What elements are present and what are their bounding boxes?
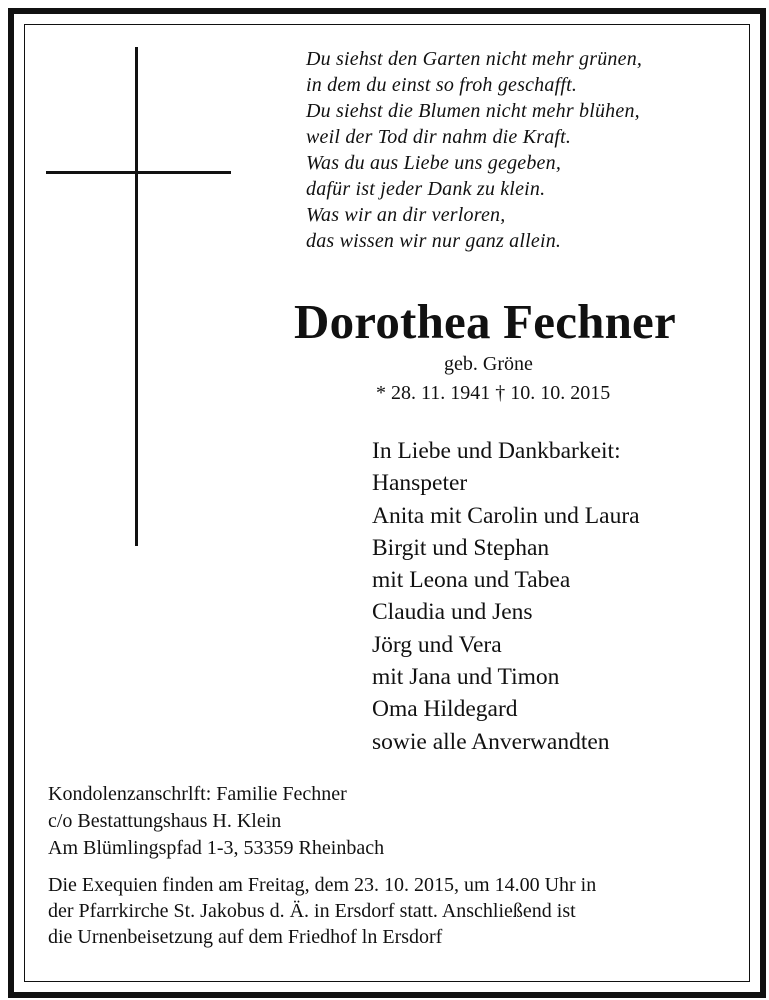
condolence-line: c/o Bestattungshaus H. Klein <box>48 810 282 832</box>
service-line: der Pfarrkirche St. Jakobus d. Ä. in Ersdorf statt. Anschließend ist <box>48 900 576 922</box>
life-dates: * 28. 11. 1941 † 10. 10. 2015 <box>376 382 611 404</box>
poem-line: das wissen wir nur ganz allein. <box>306 230 562 252</box>
poem-line: Was du aus Liebe uns gegeben, <box>306 152 562 174</box>
service-line: die Urnenbeisetzung auf dem Friedhof ln Ersdorf <box>48 926 443 948</box>
poem-line: dafür ist jeder Dank zu klein. <box>306 178 546 200</box>
mourner-entry: sowie alle Anverwandten <box>372 728 610 755</box>
deceased-name: Dorothea Fechner <box>294 294 676 349</box>
mourner-entry: Claudia und Jens <box>372 599 533 626</box>
poem-line: Du siehst den Garten nicht mehr grünen, <box>306 48 643 70</box>
service-notice <box>48 872 748 950</box>
condolence-line: Kondolenzanschrlft: Familie Fechner <box>48 783 347 805</box>
mourners-list <box>372 435 752 758</box>
condolence-line: Am Blümlingspfad 1-3, 53359 Rheinbach <box>48 837 385 859</box>
mourner-entry: Anita mit Carolin und Laura <box>372 502 640 529</box>
poem-line: Was wir an dir verloren, <box>306 204 506 226</box>
poem-line: weil der Tod dir nahm die Kraft. <box>306 126 572 148</box>
maiden-name: geb. Gröne <box>444 353 533 375</box>
mourner-entry: mit Jana und Timon <box>372 664 560 691</box>
memorial-poem <box>306 46 746 254</box>
cross-icon-horizontal-bar <box>46 171 231 174</box>
poem-line: Du siehst die Blumen nicht mehr blühen, <box>306 100 640 122</box>
mourner-entry: Oma Hildegard <box>372 696 518 723</box>
mourner-entry: Hanspeter <box>372 470 468 497</box>
mourner-entry: mit Leona und Tabea <box>372 567 571 594</box>
mourner-entry: Jörg und Vera <box>372 631 502 658</box>
service-line: Die Exequien finden am Freitag, dem 23. 10. 2015, um 14.00 Uhr in <box>48 874 597 896</box>
condolence-address <box>48 781 748 862</box>
mourners-heading: In Liebe und Dankbarkeit: <box>372 438 621 464</box>
cross-icon-vertical-bar <box>135 47 138 546</box>
mourner-entry: Birgit und Stephan <box>372 534 550 561</box>
poem-line: in dem du einst so froh geschafft. <box>306 74 578 96</box>
